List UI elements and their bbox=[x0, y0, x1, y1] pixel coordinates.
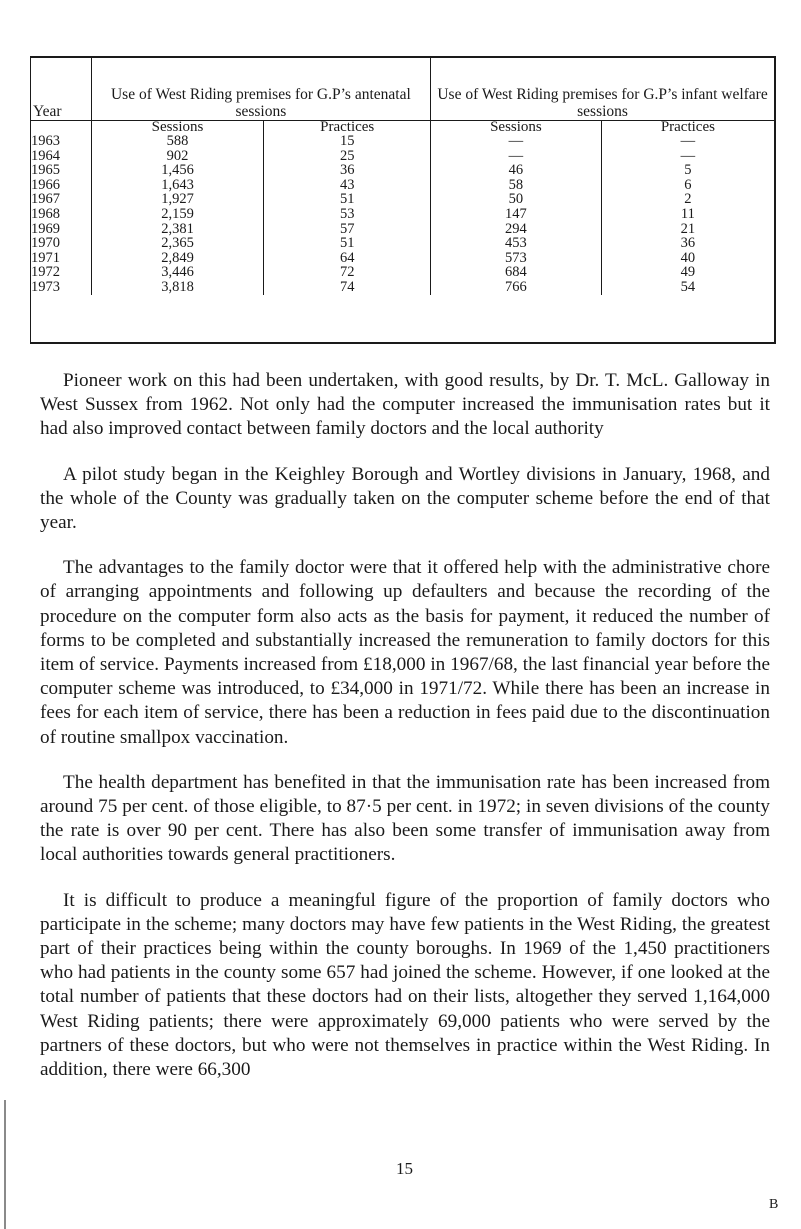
year-cell: 1971 bbox=[31, 249, 60, 266]
statistics-table bbox=[30, 56, 776, 344]
table-row bbox=[31, 163, 774, 178]
antenatal-sessions-cell: 588 bbox=[91, 134, 264, 149]
paragraph-health-department: The health department has benefited in that the immunisation rate has been increased from around 75 per cent. of those eligible, to 87·5 per cent. in 1972; in seven divisions of the county the rate is over 90 per cent. There has also been some transfer of immunisation away from local authorities towards general practitioners. bbox=[40, 771, 770, 866]
infant-practices-cell: 11 bbox=[601, 207, 774, 222]
infant-practices-cell: 6 bbox=[601, 178, 774, 193]
antenatal-practices-cell: 64 bbox=[264, 251, 431, 266]
table-row bbox=[31, 236, 774, 251]
paragraph-advantages: The advantages to the family doctor were that it offered help with the administrative chore of arranging appointments and following up defaulters and because the recording of the procedure on the computer form also acts as the basis for payment, it reduced the number of forms to be completed and substantially increased the remuneration to family doctors for this item of service. Payments increased from £18,000 in 1967/68, the last financial year before the computer scheme was introduced, to £34,000 in 1971/72. While there has been an increase in fees for each item of service, there has been a reduction in fees paid due to the discontinuation of routine smallpox vaccination. bbox=[40, 557, 770, 748]
infant-practices-cell: 54 bbox=[601, 280, 774, 295]
table-body bbox=[31, 121, 774, 295]
table-row bbox=[31, 207, 774, 222]
signature-mark: B bbox=[769, 1197, 779, 1212]
infant-practices-cell: — bbox=[601, 149, 774, 164]
infant-practices-cell: 2 bbox=[601, 192, 774, 207]
year-cell: 1963 bbox=[31, 133, 60, 149]
year-column-header: Year bbox=[31, 58, 91, 121]
infant-sessions-cell: 46 bbox=[431, 163, 602, 178]
infant-sessions-subheader: Sessions bbox=[431, 121, 602, 135]
table-row bbox=[31, 265, 774, 280]
paragraph-pilot-study: A pilot study began in the Keighley Borough and Wortley divisions in January, 1968, and the whole of the County was gradually taken on the computer scheme before the end of that year. bbox=[40, 463, 770, 534]
year-cell: 1966 bbox=[31, 176, 60, 193]
year-cell: 1973 bbox=[31, 278, 60, 295]
antenatal-practices-cell: 51 bbox=[264, 236, 431, 251]
year-cell: 1965 bbox=[31, 162, 60, 179]
antenatal-column-header: Use of West Riding premises for G.P’s antenatal sessions bbox=[91, 58, 430, 121]
infant-practices-cell: — bbox=[601, 134, 774, 149]
infant-sessions-cell: 50 bbox=[431, 192, 602, 207]
antenatal-practices-cell: 36 bbox=[264, 163, 431, 178]
antenatal-sessions-cell: 902 bbox=[91, 149, 264, 164]
premises-use-table bbox=[31, 58, 774, 295]
infant-sessions-cell: 766 bbox=[431, 280, 602, 295]
infant-practices-subheader: Practices bbox=[601, 121, 774, 135]
infant-sessions-cell: 58 bbox=[431, 178, 602, 193]
antenatal-practices-cell: 43 bbox=[264, 178, 431, 193]
body-text bbox=[40, 369, 770, 1103]
antenatal-sessions-cell: 2,849 bbox=[91, 251, 264, 266]
table-row bbox=[31, 134, 774, 149]
table-row bbox=[31, 192, 774, 207]
year-cell: 1968 bbox=[31, 205, 60, 222]
year-cell: 1970 bbox=[31, 235, 60, 252]
table-row bbox=[31, 149, 774, 164]
year-cell: 1969 bbox=[31, 220, 60, 237]
antenatal-practices-cell: 72 bbox=[264, 265, 431, 280]
scan-margin-line bbox=[4, 1100, 6, 1229]
antenatal-practices-cell: 74 bbox=[264, 280, 431, 295]
antenatal-sessions-cell: 2,381 bbox=[91, 222, 264, 237]
infant-practices-cell: 40 bbox=[601, 251, 774, 266]
antenatal-sessions-cell: 2,365 bbox=[91, 236, 264, 251]
year-cell: 1972 bbox=[31, 264, 60, 281]
year-cell: 1967 bbox=[31, 191, 60, 208]
antenatal-sessions-cell: 3,818 bbox=[91, 280, 264, 295]
paragraph-proportion: It is difficult to produce a meaningful figure of the proportion of family doctors who participate in the scheme; many doctors may have few patients in the West Riding, the greatest part of their practices being within the county boroughs. In 1969 of the 1,450 practitioners who had patients in the county some 657 had joined the scheme. However, if one looked at the total number of patients that these doctors had on their lists, altogether they served 1,164,000 West Riding patients; there were approximately 69,000 patients who were served by the partners of these doctors, but who were not themselves in practice within the West Riding. In addition, there were 66,300 bbox=[40, 889, 770, 1081]
antenatal-practices-cell: 25 bbox=[264, 149, 431, 164]
antenatal-practices-cell: 15 bbox=[264, 134, 431, 149]
antenatal-sessions-cell: 1,456 bbox=[91, 163, 264, 178]
antenatal-sessions-subheader: Sessions bbox=[91, 121, 264, 135]
antenatal-sessions-cell: 2,159 bbox=[91, 207, 264, 222]
infant-welfare-column-header: Use of West Riding premises for G.P’s infant welfare sessions bbox=[431, 58, 774, 121]
infant-practices-cell: 21 bbox=[601, 222, 774, 237]
infant-sessions-cell: — bbox=[431, 149, 602, 164]
infant-sessions-cell: 684 bbox=[431, 265, 602, 280]
antenatal-practices-cell: 51 bbox=[264, 192, 431, 207]
infant-sessions-cell: 147 bbox=[431, 207, 602, 222]
infant-sessions-cell: 573 bbox=[431, 251, 602, 266]
infant-sessions-cell: — bbox=[431, 134, 602, 149]
antenatal-practices-cell: 57 bbox=[264, 222, 431, 237]
infant-sessions-cell: 294 bbox=[431, 222, 602, 237]
table-row bbox=[31, 222, 774, 237]
infant-practices-cell: 5 bbox=[601, 163, 774, 178]
table-row bbox=[31, 178, 774, 193]
infant-practices-cell: 36 bbox=[601, 236, 774, 251]
table-header-row bbox=[31, 58, 774, 121]
year-cell: 1964 bbox=[31, 147, 60, 164]
page-number: 15 bbox=[396, 1159, 413, 1178]
table-row bbox=[31, 280, 774, 295]
table-row bbox=[31, 251, 774, 266]
infant-sessions-cell: 453 bbox=[431, 236, 602, 251]
antenatal-sessions-cell: 1,927 bbox=[91, 192, 264, 207]
paragraph-pioneer-work: Pioneer work on this had been undertaken, with good results, by Dr. T. McL. Galloway in West Sussex from 1962. Not only had the computer increased the immunisation rates but it had also improved contact between family doctors and the local authority bbox=[40, 370, 770, 440]
infant-practices-cell: 49 bbox=[601, 265, 774, 280]
antenatal-sessions-cell: 1,643 bbox=[91, 178, 264, 193]
subheader-row bbox=[31, 121, 774, 135]
antenatal-practices-subheader: Practices bbox=[264, 121, 431, 135]
antenatal-sessions-cell: 3,446 bbox=[91, 265, 264, 280]
antenatal-practices-cell: 53 bbox=[264, 207, 431, 222]
